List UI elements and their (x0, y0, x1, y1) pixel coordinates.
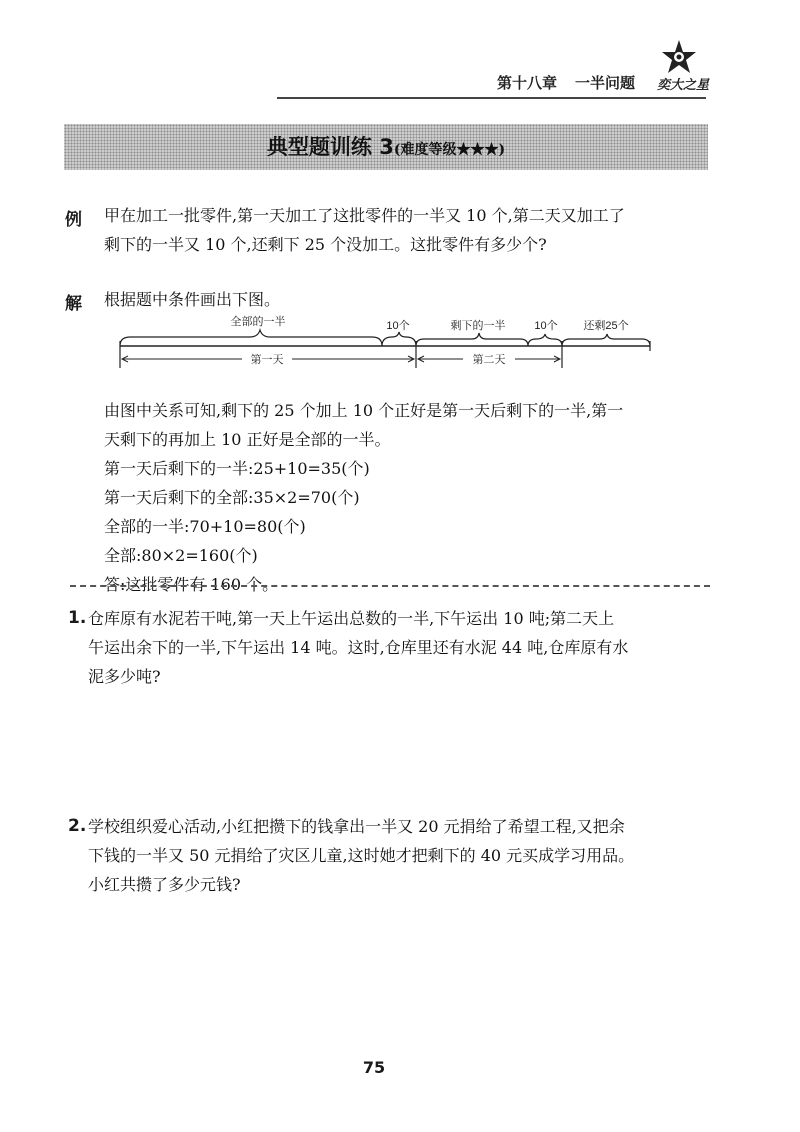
example-line: 剩下的一半又 10 个,还剩下 25 个没加工。这批零件有多少个? (104, 235, 547, 254)
solution-text (104, 396, 623, 599)
example-line: 甲在加工一批零件,第一天加工了这批零件的一半又 10 个,第二天又加工了 (104, 206, 625, 225)
question-line: 午运出余下的一半,下午运出 14 吨。这时,仓库里还有水泥 44 吨,仓库原有水 (88, 638, 629, 657)
solution-intro: 根据题中条件画出下图。 (104, 290, 281, 309)
brace-half-remaining (416, 333, 528, 346)
question-line: 下钱的一半又 50 元捐给了灾区儿童,这时她才把剩下的 40 元买成学习用品。 (88, 846, 635, 865)
question-line: 仓库原有水泥若干吨,第一天上午运出总数的一半,下午运出 10 吨;第二天上 (88, 609, 615, 628)
brace-10-second (528, 334, 562, 346)
chapter-label: 第十八章 (497, 74, 558, 92)
solution-tag: 解 (65, 294, 82, 314)
question-2-number: 2. (68, 816, 87, 836)
section-title-bar (64, 124, 708, 170)
diagram-label-half-remaining: 剩下的一半 (450, 320, 506, 332)
diagram-label-left-25: 还剩25个 (583, 320, 629, 332)
diagram-label-half-total: 全部的一半 (230, 316, 286, 328)
solution-line: 答:这批零件有 160 个。 (104, 575, 279, 594)
question-line: 小红共攒了多少元钱? (88, 875, 241, 894)
chapter-header (497, 72, 635, 93)
dashed-divider (70, 585, 710, 587)
question-2-text (88, 812, 634, 899)
brace-half-total (120, 330, 382, 346)
solution-line: 第一天后剩下的一半:25+10=35(个) (104, 459, 370, 478)
diagram-label-day1: 第一天 (250, 354, 284, 366)
topic-label: 一半问题 (575, 74, 636, 92)
page-number: 75 (362, 1058, 386, 1077)
solution-line: 全部的一半:70+10=80(个) (104, 517, 306, 536)
question-1-text (88, 604, 628, 691)
question-line: 学校组织爱心活动,小红把攒下的钱拿出一半又 20 元捐给了希望工程,又把余 (88, 817, 625, 836)
section-title: 典型题训练 3 (266, 135, 394, 159)
question-1-number: 1. (68, 608, 87, 628)
solution-line: 全部:80×2=160(个) (104, 546, 258, 565)
solution-line: 天剩下的再加上 10 正好是全部的一半。 (104, 430, 391, 449)
line-segment-diagram (110, 310, 690, 378)
header-rule (277, 97, 706, 99)
brace-10-first (382, 332, 416, 346)
question-line: 泥多少吨? (88, 667, 161, 686)
solution-line: 由图中关系可知,剩下的 25 个加上 10 个正好是第一天后剩下的一半,第一 (104, 401, 624, 420)
diagram-label-day2: 第二天 (472, 354, 506, 366)
brace-left-25 (562, 334, 650, 346)
star-logo-icon (655, 38, 705, 78)
diagram-label-10-first: 10个 (386, 320, 410, 332)
example-tag: 例 (65, 210, 82, 230)
solution-line: 第一天后剩下的全部:35×2=70(个) (104, 488, 360, 507)
diagram-label-10-second: 10个 (534, 320, 558, 332)
example-text (104, 201, 625, 259)
brand-logo-text: 奕大之星 (657, 78, 710, 93)
difficulty-label: (难度等级★★★) (393, 142, 506, 158)
